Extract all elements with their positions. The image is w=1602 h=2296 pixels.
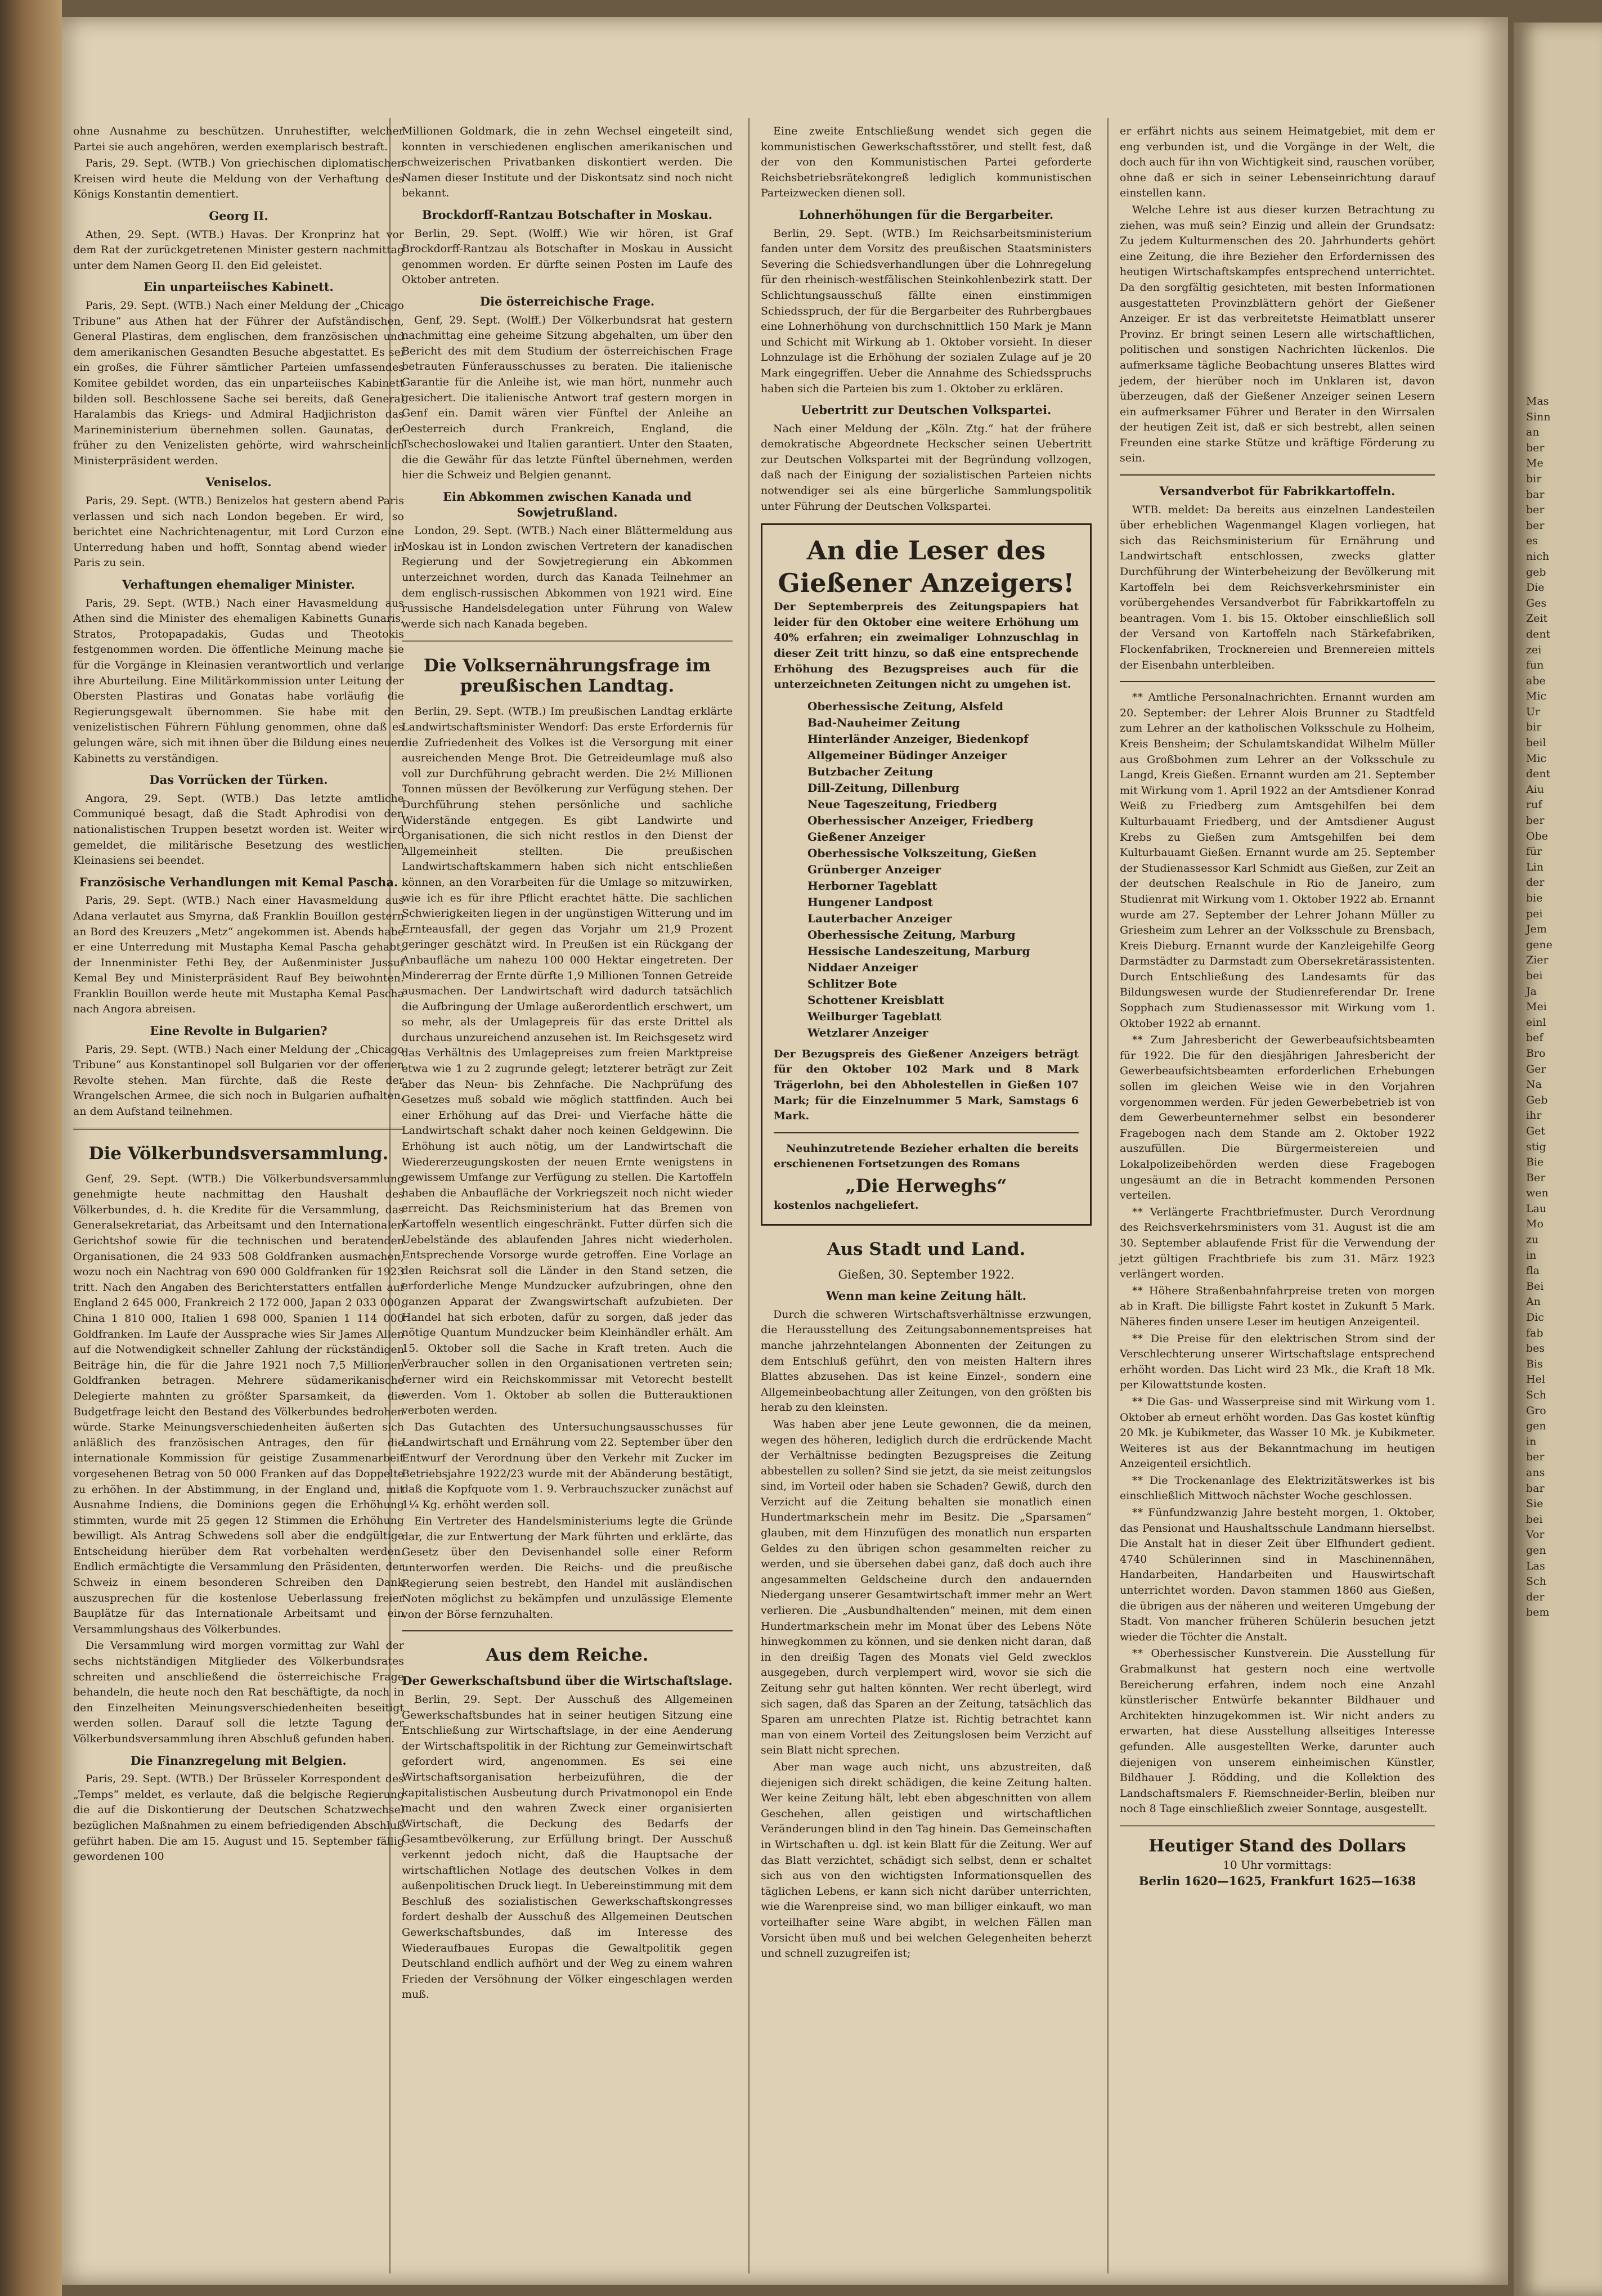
next-page-fragment: fab — [1526, 1326, 1543, 1339]
article-text: Das Gutachten des Untersuchungsausschusses für Landwirtschaft und Ernährung vom 22. September über den Entwurf der Verordnung über den Verkehr mit Zucker im Betriebsjahre 1922/23 wurde mit der Abänderung bestätigt, daß die Kopfquote vom 1. 9. Verbrauchszucker zunächst auf 1¼ Kg. erhöht werden soll. — [402, 1420, 733, 1511]
next-page-fragment: bem — [1526, 1606, 1550, 1619]
headline-veniselos: Veniselos. — [205, 475, 272, 490]
newspaper-list-item: Schlitzer Bote — [807, 976, 898, 990]
article-text: Ein Vertreter des Handelsministeriums legte die Gründe dar, die zur Entwertung der Mark führten und erklärte, das Gesetz über den Devisenhandel solle einer Reform unterworfen werden. Die Reichs- und die preußische Regierung seien bestrebt, den Handel mit ausländischen Noten möglichst zu bekämpfen und unzulässige Elemente von der Börse fernzuhalten. — [402, 1515, 733, 1621]
notice-text: kostenlos nachgeliefert. — [774, 1199, 919, 1212]
article-text: Berlin, 29. Sept. (WTB.) Im preußischen Landtag erklärte Landwirtschaftsminister Wendorf: Das erste Erfordernis für die Zufriedenheit des Volkes ist die Versorgung mit einer ausreichenden Menge Brot. Die Getreideumlage muß also voll zur Durchführung gebracht werden. Die 2½ Millionen Tonnen müssen der Bevölkerung zur Verfügung stehen. Der Durchführung stehen persönliche und sachliche Widerstände entgegen. Es gibt Landwirte und Organisationen, die sich nicht restlos in den Dienst der Allgemeinheit stellten. Die preußischen Landwirtschaftskammern haben sich nicht entschließen können, an den Vorarbeiten für die Umlage so mitzuwirken, wie ich es für ihre Pflicht erachtet hätte. Die sachlichen Schwierigkeiten liegen in der ungünstigen Witterung und im Ernteausfall, der gegen das Vorjahr um 21,9 Prozent geringer geschätzt wird. In Preußen ist ein Rückgang der Anbaufläche um nahezu 100 000 Hektar eingetreten. Der Mindererrag der Ernte dürfte 1,9 Millionen Tonnen Getreide ausmachen. Der Landwirtschaft wird dadurch tatsächlich die Aufbringung der Umlage außerordentlich erschwert, um so mehr, als der Umlagepreis für das erste Drittel als durchaus unzureichend anzusehen ist. Im Reichsgesetz wird das Verhältnis des Umlagepreises zum freien Marktpreise etwa wie 1 zu 2 zugrunde gelegt; letzterer beträgt zur Zeit aber das Neun- bis Zehnfache. Die Nachprüfung des Gesetzes muß sobald wie möglich stattfinden. Auch bei einer Erhöhung auf das Drei- und Vierfache hätte die Landwirtschaft schakt daher noch keinen Geldgewinn. Die Erhöhung ist auch nötig, um der Landwirtschaft die Wiedererzeugungskosten der neuen Ernte wenigstens in gewissem Umfange zur Verfügung zu stellen. Die Kartoffeln haben die Anbaufläche der Vorkriegszeit noch nicht wieder erreicht. Das Reichsministerium hat das Bremen von Kartoffeln wesentlich eingeschränkt. Futter dürfen sich die Uebelstände des ablaufenden Jahres nicht wiederholen. Entsprechende Vorsorge wurde getroffen. Eine Vorlage an den Reichsrat soll die Länder in den Stand setzen, die erforderliche Menge Mundzucker aufzubringen, ohne den ganzen Apparat der Zwangswirtschaft aufzubieten. Der Handel hat sich erboten, dafür zu sorgen, daß jeder das nötige Quantum Mundzucker beim Kleinhändler erhält. Am 15. Oktober soll die Sache in Kraft treten. Auch die Verbraucher sollen in den Organisationen vertreten sein; ferner wird ein Reichskommissar mit Vetorecht bestellt werden. Vom 1. Oktober ab sollen die Butterauktionen verboten werden. — [402, 705, 733, 1417]
next-page-fragment: Ges — [1526, 597, 1547, 609]
column-rule — [748, 118, 750, 2273]
column-4 — [1120, 124, 1435, 1889]
article-text: Berlin, 29. Sept. (WTB.) Im Reichsarbeitsministerium fanden unter dem Vorsitz des preußischen Staatsministers Severing die Schiedsverhandlungen über die Lohnregelung für den rheinisch-westfälischen Steinkohlenbezirk statt. Der Schlichtungsausschuß fällte einen einstimmigen Schiedsspruch, der für die Bergarbeiter des Ruhrbergbaues eine Lohnerhöhung von durchschnittlich 150 Mark je Mann und Schicht mit Wirkung ab 1. Oktober vorsieht. In dieser Lohnzulage ist die Erhöhung der sozialen Zulage auf je 20 Mark eingegriffen. Ueber die Annahme des Schiedsspruchs haben sich die Parteien bis zum 1. Oktober zu erklären. — [761, 227, 1092, 395]
article-text: Aber man wage auch nicht, uns abzustreiten, daß diejenigen sich direkt schädigen, die keine Zeitung halten. Wer keine Zeitung hält, lebt eben abgeschnitten von allem Geschehen, allen geistigen und wirtschaftlichen Veränderungen blind in den Tag hinein. Das Gemeinschaften in Wirtschaften u. dgl. ist kein Blatt für die Zeitung. Wer auf das Blatt verzichtet, schädigt sich selbst, denn er schaltet sich aus von den wichtigsten Informationsquellen des täglichen Lebens, er kann sich nicht darüber unterrichten, wie die Warenpreise sind, wo man billiger einkauft, wo man vorteilhafter seine Ware abgibt, in welchen Fällen man Vorsicht üben muß und bei welchen Gelegenheiten beherzt und schnell zuzugreifen ist; — [761, 1760, 1092, 1960]
column-1 — [73, 124, 404, 1866]
newspaper-list-item: Dill-Zeitung, Dillenburg — [807, 781, 960, 795]
column-rule — [1107, 118, 1109, 2273]
next-page-fragment: Ja — [1526, 985, 1537, 998]
next-page-fragment: Lin — [1526, 860, 1543, 873]
newspaper-list-item: Hessische Landeszeitung, Marburg — [807, 944, 1030, 958]
next-page-fragment: gen — [1526, 1544, 1546, 1557]
next-page-fragment: Sch — [1526, 1575, 1546, 1588]
article-text: Paris, 29. Sept. (WTB.) Nach einer Havasmeldung aus Athen sind die Minister des ehemaligen Kabinetts Gunaris, Stratos, Protopapadakis, Gudas und Theotokis festgenommen worden. Die öffentliche Meinung mache sie für die Vorgänge in Kleinasien verantwortlich und verlange ihre Aburteilung. Eine Militärkommission unter Leitung der Obersten Plastiras und Gonatas habe vorläufig die Regierungsgewalt übernommen. Sie habe mit den venizelistischen Führern Fühlung genommen, ohne daß es gelungen wäre, sich mit ihnen über die Bildung eines neuen Kabinetts zu verständigen. — [73, 597, 404, 765]
next-page-fragment: stig — [1526, 1140, 1546, 1153]
next-page-fragment: Die — [1526, 581, 1545, 594]
column-2 — [402, 124, 733, 2004]
next-page-fragment: abe — [1526, 674, 1546, 687]
next-page-fragment: Get — [1526, 1124, 1546, 1137]
next-page-fragment: ber — [1526, 1451, 1545, 1464]
notice-box — [761, 523, 1092, 1225]
next-page-fragment: ruf — [1526, 799, 1542, 811]
next-page-fragment: Hel — [1526, 1373, 1545, 1386]
headline-kemal: Französische Verhandlungen mit Kemal Pascha. — [79, 875, 398, 889]
next-page-fragment: Ger — [1526, 1062, 1546, 1075]
next-page-fragment: Bro — [1526, 1047, 1546, 1060]
headline-zeitung: Wenn man keine Zeitung hält. — [825, 1289, 1027, 1303]
newspaper-list-item: Niddaer Anzeiger — [807, 960, 918, 974]
article-text: er erfährt nichts aus seinem Heimatgebiet, mit dem er eng verbunden ist, und die Vorgänge in der Welt, die doch auch für ihn von Wichtigkeit sind, rauschen vorüber, ohne daß er sich in seiner Lebenseinrichtung darauf einstellen kann. — [1120, 125, 1435, 200]
newspaper-list-item: Butzbacher Zeitung — [807, 764, 934, 778]
novel-title: „Die Herweghs“ — [845, 1174, 1007, 1196]
next-page-fragment: einl — [1526, 1016, 1546, 1029]
headline-lohn: Lohnerhöhungen für die Bergarbeiter. — [798, 207, 1054, 222]
next-page-fragment: dent — [1526, 768, 1551, 781]
next-page-fragment: Las — [1526, 1559, 1545, 1572]
next-page-fragment: bir — [1526, 721, 1542, 734]
column-3 — [761, 124, 1092, 1963]
next-page-fragment: bar — [1526, 1482, 1545, 1495]
next-page-fragment: wen — [1526, 1187, 1549, 1200]
next-page-fragment: Me — [1526, 457, 1543, 470]
article-text: Paris, 29. Sept. (WTB.) Benizelos hat gestern abend Paris verlassen und sich nach London begeben. Er wird, so berichtet eine Nachrichtenagentur, mit Lord Curzon eine Unterredung haben und hofft, Sonntag abend wieder in Paris zu sein. — [73, 495, 404, 569]
newspaper-list-item: Allgemeiner Büdinger Anzeiger — [807, 748, 1007, 762]
notice-title: An die Leser des Gießener Anzeigers! — [778, 535, 1075, 599]
dollar-values: Berlin 1620—1625, Frankfurt 1625—1638 — [1138, 1873, 1416, 1888]
next-page-fragment: Aiu — [1526, 783, 1545, 796]
notice-price: Der Bezugspreis des Gießener Anzeigers beträgt für den Oktober 102 Mark und 8 Mark Trägerlohn, bei den Abholestellen in Gießen 107 Mark; für die Einzelnummer 5 Mark, Samstags 6 Mark. — [774, 1047, 1079, 1123]
article-text: Paris, 29. Sept. (WTB.) Nach einer Havasmeldung aus Adana verlautet aus Smyrna, daß Franklin Bouillon gestern an Bord des Kreuzers „Metz“ angekommen ist. Abends habe er eine Unterredung mit Mustapha Kemal Pascha gehabt, der Innenminister Fethi Bey, der Außenminister Jussuf Kemal Bey und Ministerpräsident Rauf Bey beiwohnten. Franklin Bouillon werde heute mit Mustapha Kemal Pascha nach Angora abreisen. — [73, 894, 404, 1016]
headline-kabinett: Ein unparteiisches Kabinett. — [143, 280, 334, 294]
divider — [1120, 681, 1435, 682]
article-text: WTB. meldet: Da bereits aus einzelnen Landesteilen über erheblichen Wagenmangel Klagen vorliegen, hat sich das Reichsministerium für Ernährung und Landwirtschaft entschlossen, zwecks glatter Durchführung der Winterbeheizung der Bevölkerung mit Kartoffeln bei dem Reichsverkehrsminister ein vorübergehendes Versandverbot für Fabrikkartoffeln zu beantragen. Vom 1. bis 15. Oktober einschließlich soll der Versand von Kartoffeln nach Stärkefabriken, Flockenfabriken, Trocknereien und Brennereien mittels der Eisenbahn unterbleiben. — [1120, 503, 1435, 671]
newspaper-list — [807, 698, 1079, 1041]
article-text: Berlin, 29. Sept. Der Ausschuß des Allgemeinen Gewerkschaftsbundes hat in seiner heutigen Sitzung eine Entschließung zur Wirtschaftslage, in der eine Aenderung der Wirtschaftspolitik in der Richtung zur Gemeinwirtschaft gefordert wird, angenommen. Es sei eine Wirtschaftsorganisation herbeizuführen, die der kapitalistischen Ausbeutung durch Privatmonopol ein Ende macht und den wahren Zweck einer organisierten Wirtschaft, die Deckung des Bedarfs der Gesamtbevölkerung, zur Erfüllung bringt. Der Ausschuß verkennt jedoch nicht, daß die Hauptsache der wirtschaftlichen Notlage des deutschen Volkes in dem außenpolitischen Druck liegt. In Uebereinstimmung mit dem Beschluß des sozialistischen Gewerkschaftskongresses fordert deshalb der Ausschuß des Allgemeinen Deutschen Gewerkschaftsbundes, daß im Interesse des Wiederaufbaues Europas die Gewaltpolitik gegen Deutschland endlich aufhört und der Weg zu einem wahren Frieden der Versöhnung der Völker eingeschlagen werden muß. — [402, 1693, 733, 2001]
newspaper-list-item: Hungener Landpost — [807, 895, 933, 909]
article-text: ** Zum Jahresbericht der Gewerbeaufsichtsbeamten für 1922. Die für den diesjährigen Jahresbericht der Gewerbeaufsichtsbeamten erforderlichen Erhebungen sollen im gleichen Weise wie in den Vorjahren vorgenommen werden. Für jeden Gewerbebetrieb ist von dem Gewerbeunternehmer selbst ein besonderer Fragebogen nach dem Stande am 2. Oktober 1922 auszufüllen. Die Bürgermeistereien und Lokalpolizeibehörden werden diese Fragebogen ungesäumt an die in Betracht kommenden Personen verteilen. — [1120, 1034, 1435, 1202]
article-text: Durch die schweren Wirtschaftsverhältnisse erzwungen, die Herausstellung des Zeitungsabonnementspreises hat manche jahrzehntelangen Abonnenten der Zeitungen zu dem Entschluß geführt, den von meisten Haltern ihres Blattes abzusehen. Das ist keine Einzel-, sondern eine Allgemeinbeobachtung aller Zeitungen, von den größten bis herab zu den kleinsten. — [761, 1308, 1092, 1414]
next-page-fragment: Sinn — [1526, 410, 1551, 423]
next-page-fragment: Mic — [1526, 752, 1547, 765]
newspaper-list-item: Gießener Anzeiger — [807, 829, 926, 844]
article-text: ** Die Gas- und Wasserpreise sind mit Wirkung vom 1. Oktober ab erneut erhöht worden. Das Gas kostet künftig 20 Mk. je Kubikmeter, das Wasser 10 Mk. je Kubikmeter. Weiteres ist aus der Bekanntmachung im heutigen Anzeigenteil ersichtlich. — [1120, 1395, 1435, 1470]
newspaper-list-item: Bad-Nauheimer Zeitung — [807, 715, 961, 729]
newspaper-list-item: Wetzlarer Anzeiger — [807, 1025, 928, 1039]
dateline: Gießen, 30. September 1922. — [838, 1267, 1015, 1281]
dollar-title: Heutiger Stand des Dollars — [1148, 1836, 1406, 1856]
divider — [1120, 474, 1435, 476]
divider — [402, 640, 733, 642]
dollar-box — [1120, 1835, 1435, 1889]
article-text: ** Die Trockenanlage des Elektrizitätswerkes ist bis einschließlich Mittwoch nächster Woche geschlossen. — [1120, 1474, 1435, 1503]
next-page-fragment: zei — [1526, 643, 1542, 656]
next-page-fragment: gene — [1526, 938, 1552, 951]
next-page-fragment: in — [1526, 1249, 1537, 1262]
next-page-fragment: zu — [1526, 1234, 1539, 1246]
headline-brockdorff: Brockdorff-Rantzau Botschafter in Moskau. — [421, 207, 713, 222]
next-page-fragment: an — [1526, 426, 1540, 439]
next-page-fragment: Geb — [1526, 1093, 1548, 1106]
headline-bulgarien: Eine Revolte in Bulgarien? — [150, 1024, 327, 1038]
article-text: Angora, 29. Sept. (WTB.) Das letzte amtliche Communiqué besagt, daß die Stadt Aphrodisi von den nationalistischen Truppen besetzt worden ist. Weiter wird gemeldet, die militärische Besetzung des westlichen Kleinasiens sei beendet. — [73, 792, 404, 867]
article-text: Berlin, 29. Sept. (Wolff.) Wie wir hören, ist Graf Brockdorff-Rantzau als Botschafter in Moskau in Aussicht genommen worden. Er dürfte seinen Posten im Laufe des Oktober antreten. — [402, 227, 733, 286]
next-page-fragment: Ur — [1526, 705, 1541, 718]
newspaper-list-item: Oberhessische Zeitung, Marburg — [807, 927, 1016, 941]
next-page-fragment: der — [1526, 876, 1545, 889]
headline-reiche: Aus dem Reiche. — [486, 1645, 649, 1666]
next-page-fragment: für — [1526, 845, 1542, 858]
notice-text: Der Septemberpreis des Zeitungspapiers hat leider für den Oktober eine weitere Erhöhung um 40% erfahren; ein zweimaliger Lohnzuschlag in dieser Zeit tritt hinzu, so daß eine entsprechende Erhöhung des Bezugspreises auch für die unterzeichneten Zeitungen nicht zu umgehen ist. — [774, 600, 1079, 691]
next-page-fragment: Dic — [1526, 1311, 1544, 1324]
article-text: London, 29. Sept. (WTB.) Nach einer Blättermeldung aus Moskau ist in London zwischen Vertretern der kanadischen Regierung und der Sowjetregierung ein Abkommen unterzeichnet worden, durch das Kanada Teilnehmer an dem englisch-russischen Abkommen von 1921 wird. Eine russische Handelsdelegation unter Führung von Walew werde sich nach Kanada begeben. — [402, 524, 733, 630]
newspaper-list-item: Grünberger Anzeiger — [807, 862, 941, 876]
headline-uebertritt: Uebertritt zur Deutschen Volkspartei. — [801, 403, 1052, 418]
next-page-fragment: bie — [1526, 892, 1543, 904]
newspaper-page — [62, 17, 1508, 2285]
next-page-fragment: fun — [1526, 659, 1544, 672]
article-text: ** Amtliche Personalnachrichten. Ernannt wurden am 20. September: der Lehrer Alois Brunner zu Stadtfeld zum Lehrer an der katholischen Volksschule zu Holheim, Kreis Bensheim; der Schulamtskandidat Wilhelm Müller aus Großbohmen zum Lehrer an der Volksschule zu Langd, Kreis Gießen. Ernannt wurden am 21. September mit Wirkung vom 1. April 1922 an der Amtsdiener Konrad Weiß zu Friedberg zum Amtsgehilfen bei dem Kulturbauamt Friedberg, und der Amtsdiener August Krebs zu Gießen zum Amtsgehilfen bei dem Kulturbauamt Gießen. Ernannt wurde am 25. September der Studienassessor Karl Schmidt aus Gießen, zur Zeit an der deutschen Realschule in Rio de Janeiro, zum Studienrat mit Wirkung vom 1. Oktober 1922 ab. Ernannt wurde am 27. September der Lehrer Johann Müller zu Griesheim zum Lehrer an der Volksschule zu Brensbach, Kreis Dieburg. Ernannt wurde der Kanzleigehilfe Georg Darmstädter zu Darmstadt zum Obersekretärassistenten. Durch Entschließung des Landesamts für das Bildungswesen wurde der Studienreferendar Dr. Irene Sopphach zum Studienassessor mit Wirkung vom 1. Oktober 1922 ab ernannt. — [1120, 691, 1435, 1030]
next-page-fragment: der — [1526, 1590, 1545, 1603]
next-page-fragment: Na — [1526, 1078, 1542, 1091]
headline-stadt-land: Aus Stadt und Land. — [827, 1239, 1026, 1259]
dollar-time: 10 Uhr vormittags: — [1223, 1858, 1332, 1872]
next-page-fragment: Mei — [1526, 1001, 1547, 1014]
next-page-fragment: fla — [1526, 1264, 1540, 1277]
next-page-fragment: Vor — [1526, 1528, 1545, 1541]
article-text: Genf, 29. Sept. (Wolff.) Der Völkerbundsrat hat gestern nachmittag eine geheime Sitzung abgehalten, um über den Bericht des mit dem Studium der österreichischen Frage betrauten Fünferausschusses zu beraten. Die italienische Garantie für die Anleihe ist, wie man hört, nunmehr auch gesichert. Die italienische Antwort traf gestern morgen in Genf ein. Damit wären vier Fünftel der Anleihe an Oesterreich durch Frankreich, England, die Tschechoslowakei und Italien garantiert. Unter den Staaten, die die Gewähr für das letzte Fünftel übernehmen, werden hier die Schweiz und Belgien genannt. — [402, 313, 733, 482]
next-page-fragment: dent — [1526, 627, 1551, 640]
newspaper-list-item: Oberhessische Volkszeitung, Gießen — [807, 846, 1037, 860]
article-text: Welche Lehre ist aus dieser kurzen Betrachtung zu ziehen, was muß sein? Einzig und allein der Grundsatz: Zu jedem Kulturmenschen des 20. Jahrhunderts gehört eine Zeitung, die ihre Bezieher den Erfordernissen des heutigen Wirtschaftskampfes entsprechend unterrichtet. Da den sorgfältig gesichteten, mit besten Informationen ausgestatteten Provinzblättern gehört der Gießener Anzeiger. Er ist das verbreitetste Heimatblatt unserer Provinz. Er bringt seinen Lesern alle wirtschaftlichen, politischen und sonstigen Nachrichten lückenlos. Die aufmerksame tägliche Beobachtung unseres Blattes wird jedem, der hierüber noch im Unklaren ist, davon überzeugen, daß der Gießener Anzeiger seinen Lesern ein aufmerksamer Führer und Berater in den Wirrsalen der heutigen Zeit ist, daß er sich bestrebt, allen seinen Freunden eine starke Stütze und kräftige Förderung zu sein. — [1120, 203, 1435, 465]
newspaper-list-item: Herborner Tageblatt — [807, 878, 937, 893]
next-page-fragment: Sch — [1526, 1389, 1546, 1401]
divider — [774, 1132, 1079, 1133]
next-page-fragment: ans — [1526, 1466, 1545, 1479]
article-text: Die Versammlung wird morgen vormittag zur Wahl der sechs nichtständigen Mitglieder des Völkerbundsrates schreiten und anschließend die österreichische Frage behandeln, die heute noch den Rat beschäftigte, da noch in den Einzelheiten Meinungsverschiedenheiten beseitigt werden sollen. Darauf soll die letzte Tagung der Völkerbundsversammlung ihren Abschluß gefunden haben. — [73, 1639, 404, 1745]
notice-text: Neuhinzutretende Bezieher erhalten die bereits erschienenen Fortsetzungen des Romans — [774, 1142, 1079, 1171]
book-binding-left — [0, 0, 62, 2296]
divider — [73, 1128, 404, 1130]
article-text: Athen, 29. Sept. (WTB.) Havas. Der Kronprinz hat vor dem Rat der zurückgetretenen Minister gestern nachmittag unter dem Namen Georg II. den Eid geleistet. — [73, 228, 404, 272]
article-text: Was haben aber jene Leute gewonnen, die da meinen, wegen des höheren, lediglich durch die erdrückende Macht der Verhältnisse bedingten Bezugspreises die Zeitung abbestellen zu sollen? Sind sie jetzt, da sie meist zeitungslos sind, im Vorteil oder haben sie Schaden? Gewiß, durch den Verzicht auf die Zeitung behalten sie monatlich einen Hundertmarkschein mehr im Besitz. Die „Sparsamen“ glauben, mit dem Hinzufügen des monatlich nun ersparten Geldes zu den übrigen schon gesammelten reicher zu werden, und sie übersehen dabei ganz, daß doch auch ihre angesammelten Geldscheine durch den andauernden Niedergang unserer Gesamtwirtschaft immer mehr an Wert verlieren. Die „Ausbundhaltenden“ meinen, mit dem einen Hundertmarkschein mehr im Monat über des Lebens Nöte hinwegkommen zu können, und sie denken nicht daran, daß in den dreißig Tagen des Monats viel Geld zwecklos ausgegeben, durch verplempert wird, wovor sie sich die Zeitung sehr gut halten könnten. Wer recht überlegt, wird sich sagen, daß das Sparen an der Zeitung, tatsächlich das Sparen am unrechten Platze ist. Richtig betrachtet kann man von einem Vorteil des Zeitungslosen beim Verzicht auf sein Blatt nicht sprechen. — [761, 1418, 1092, 1757]
newspaper-list-item: Neue Tageszeitung, Friedberg — [807, 797, 997, 811]
next-page-fragment: bef — [1526, 1032, 1543, 1044]
article-text: ** Die Preise für den elektrischen Strom sind der Verschlechterung unserer Wirtschaftslage entsprechend erhöht worden. Das Licht wird 23 Mk., die Kraft 18 Mk. per Kilowattstunde kosten. — [1120, 1332, 1435, 1392]
headline-tuerken: Das Vorrücken der Türken. — [149, 773, 328, 787]
next-page-fragment: bar — [1526, 488, 1545, 501]
next-page-fragment: ber — [1526, 504, 1545, 517]
newspaper-list-item: Schottener Kreisblatt — [807, 993, 944, 1007]
next-page-fragment: es — [1526, 535, 1538, 548]
divider — [402, 1630, 733, 1631]
next-page-fragment: ber — [1526, 519, 1545, 532]
next-page-fragment: Sie — [1526, 1497, 1543, 1510]
headline-versandverbot: Versandverbot für Fabrikkartoffeln. — [1159, 484, 1395, 499]
article-text: ** Höhere Straßenbahnfahrpreise treten von morgen ab in Kraft. Die billigste Fahrt kostet in Zukunft 5 Mark. Näheres finden unsere Leser im heutigen Anzeigenteil. — [1120, 1284, 1435, 1328]
newspaper-list-item: Lauterbacher Anzeiger — [807, 911, 952, 925]
headline-voelkerbund: Die Völkerbundsversammlung. — [88, 1143, 389, 1164]
article-text: ** Fünfundzwanzig Jahre besteht morgen, 1. Oktober, das Pensionat und Haushaltsschule Landmann hierselbst. Die Anstalt hat in dieser Zeit über Elfhundert gedient. 4740 Schülerinnen sind in Maschinennähen, Handarbeiten, Handarbeiten und Hauswirtschaft unterrichtet worden. Davon stammen 1860 aus Gießen, die übrigen aus der näheren und weiteren Umgebung der Stadt. Von mancher früheren Schülerin besuchen jetzt wieder die Töchter die Anstalt. — [1120, 1506, 1435, 1643]
next-page-fragment: gen — [1526, 1420, 1546, 1433]
article-text: Paris, 29. Sept. (WTB.) Der Brüsseler Korrespondent des „Temps“ meldet, es verlaute, daß die belgische Regierung die auf die Diskontierung der Deutschen Schatzwechsel bezüglichen Maßnahmen zu einem befriedigenden Abschluß geführt haben. Die am 15. August und 15. September fällig gewordenen 100 — [73, 1773, 404, 1863]
headline-verhaftungen: Verhaftungen ehemaliger Minister. — [122, 577, 355, 592]
next-page-fragment: ihr — [1526, 1109, 1542, 1122]
next-page-fragment: Zier — [1526, 954, 1549, 967]
article-text: Paris, 29. Sept. (WTB.) Nach einer Meldung der „Chicago Tribune“ aus Konstantinopel soll Bulgarien vor der offenen Revolte stehen. Man fürchte, daß die Reste der Wrangelschen Armee, die sich noch in Bulgarien aufhalten, an dem Aufstand teilnehmen. — [73, 1043, 404, 1118]
newspaper-list-item: Oberhessischer Anzeiger, Friedberg — [807, 813, 1034, 827]
next-page-fragment: Ber — [1526, 1171, 1546, 1184]
article-text: Millionen Goldmark, die in zehn Wechsel eingeteilt sind, konnten in verschiedenen englischen amerikanischen und schweizerischen Privatbanken diskontiert werden. Die Namen dieser Institute und der Diskontsatz sind noch nicht bekannt. — [402, 125, 733, 200]
next-page-fragment: bei — [1526, 969, 1543, 982]
article-text: Eine zweite Entschließung wendet sich gegen die kommunistischen Gewerkschaftsstörer, und stellt fest, daß der von den Kommunistischen Partei geforderte Reichsbetriebsrätekongreß lediglich kommunistischen Parteizwecken dienen soll. — [761, 125, 1092, 200]
newspaper-list-item: Oberhessische Zeitung, Alsfeld — [807, 699, 1004, 713]
next-page-fragment: An — [1526, 1295, 1541, 1308]
next-page-fragment: Jem — [1526, 923, 1547, 936]
next-page-fragment: Obe — [1526, 829, 1548, 842]
headline-finanz: Die Finanzregelung mit Belgien. — [131, 1753, 347, 1768]
next-page-fragment: in — [1526, 1435, 1537, 1448]
article-text: Paris, 29. Sept. (WTB.) Nach einer Meldung der „Chicago Tribune“ aus Athen hat der Führer der Aufständischen, General Plastiras, dem englischen, dem französischen und dem amerikanischen Gesandten Besuche abgestattet. Es sei ein großes, die Führer sämtlicher Parteien umfassendes Komitee gebildet worden, das ein unparteiisches Kabinett bilden soll. Beschlossene Sache sei bereits, daß General Haralambis das Kriegs- und Admiral Hadjichriston das Marineministerium übernehmen sollen. Gaunatas, der früher zu den Venizelisten gehörte, wird wahrscheinlich Ministerpräsident werden. — [73, 299, 404, 467]
next-page-fragments — [1514, 394, 1602, 1621]
next-page-fragment: bir — [1526, 472, 1542, 485]
next-page-fragment: beil — [1526, 737, 1546, 750]
next-page-fragment: geb — [1526, 566, 1546, 579]
next-page-fragment: Bie — [1526, 1156, 1544, 1169]
next-page-fragment: Bei — [1526, 1280, 1544, 1293]
next-page-fragment: bei — [1526, 1513, 1543, 1526]
next-page-fragment: Mic — [1526, 690, 1547, 703]
headline-oesterreich: Die österreichische Frage. — [479, 294, 655, 308]
article-text: ** Verlängerte Frachtbriefmuster. Durch Verordnung des Reichsverkehrsministers vom 31. August ist die am 30. September ablaufende Frist für die Verwendung der jetzt gültigen Frachtbriefe bis zum 31. März 1923 verlängert worden. — [1120, 1205, 1435, 1281]
next-page-fragment: nich — [1526, 550, 1550, 563]
article-text: ** Oberhessischer Kunstverein. Die Ausstellung für Grabmalkunst hat gestern noch eine wertvolle Bereicherung erfahren, indem noch eine Anzahl künstlerischer Entwürfe bekannter Bildhauer und Architekten hinzugekommen ist. Wir nicht anders zu erwarten, hat diese Ausstellung allseitiges Interesse gefunden. Alle ausgestellten Werke, darunter auch diejenigen von unserem einheimischen Künstler, Bildhauer J. Rödding, und die Kollektion des Landschaftsmalers F. Riemschneider-Berlin, bleiben nur noch 8 Tage einschließlich zweier Sonntage, ausgestellt. — [1120, 1647, 1435, 1815]
next-page-fragment: Lau — [1526, 1202, 1547, 1215]
headline-gewerkschaft: Der Gewerkschaftsbund über die Wirtschaftslage. — [402, 1674, 733, 1688]
newspaper-list-item: Weilburger Tageblatt — [807, 1009, 941, 1023]
divider — [1120, 1825, 1435, 1827]
article-text: Paris, 29. Sept. (WTB.) Von griechischen diplomatischen Kreisen wird heute die Meldung von der Verhaftung des Königs Konstantin dementiert. — [73, 157, 404, 201]
next-page-fragment: Gro — [1526, 1404, 1546, 1417]
article-text: Nach einer Meldung der „Köln. Ztg.“ hat der frühere demokratische Abgeordnete Heckscher seinen Uebertritt zur Deutschen Volkspartei mit der Begründung vollzogen, daß nach der Einigung der sozialistischen Parteien nichts notwendiger sei als eine bürgerliche Sammlungspolitik unter Führung der Deutschen Volkspartei. — [761, 422, 1092, 513]
next-page-fragment: Mas — [1526, 395, 1549, 407]
next-page-fragment: bes — [1526, 1342, 1545, 1355]
headline-georg: Georg II. — [209, 208, 268, 223]
article-text: Genf, 29. Sept. (WTB.) Die Völkerbundsversammlung genehmigte heute nachmittag den Haushalt des Völkerbundes, d. h. die Kredite für die Versammlung, das Generalsekretariat, das Arbeitsamt und den Internationalen Gerichtshof sowie für die technischen und beratenden Organisationen, die 24 933 508 Goldfranken ausmachen, wozu noch ein Nachtrag von 690 000 Goldfranken für 1923 tritt. Nach den Angaben des Berichterstatters entfallen auf England 2 645 000, Frankreich 2 172 000, Japan 2 033 000, China 1 810 000, Italien 1 698 000, Spanien 1 114 000 Goldfranken. Im Laufe der Aussprache wies Sir James Allen auf die Notwendigkeit schneller Zahlung der rückständigen Beiträge hin, die für die Jahre 1921 noch 7,5 Millionen Goldfranken betragen. Mehrere südamerikanische Delegierte mahnten zu größter Sparsamkeit, da die Budgetfrage leicht den Bestand des Völkerbundes bedrohen würde. Starke Meinungsverschiedenheiten äußerten sich anläßlich des französischen Antrages, den für die internationale Kommission für geistige Zusammenarbeit vorgesehenen Betrag von 50 000 Franken auf das Doppelte zu erhöhen. In der Abstimmung, in der England und, mit Ausnahme Indiens, die Dominions gegen die Erhöhung stimmten, wurde mit 25 gegen 12 Stimmen die Erhöhung bewilligt. Als Antrag Schwedens soll aber die endgültige Entscheidung hierüber dem Rat vorbehalten werden. Endlich ermächtigte die Versammlung den Präsidenten, der Schweiz in einem besonderen Schreiben den Dank auszusprechen für die kostenlose Ueberlassung freier Bauplätze für das Internationale Arbeitsamt und ein Versammlungshaus des Völkerbundes. — [73, 1172, 404, 1635]
next-page-fragment: Zeit — [1526, 612, 1548, 625]
article-text: ohne Ausnahme zu beschützen. Unruhestifter, welcher Partei sie auch angehören, werden exemplarisch bestraft. — [73, 125, 404, 153]
next-page-edge — [1514, 23, 1602, 2296]
next-page-fragment: ber — [1526, 814, 1545, 827]
next-page-fragment: Mo — [1526, 1218, 1543, 1231]
next-page-fragment: ber — [1526, 441, 1545, 454]
headline-kanada: Ein Abkommen zwischen Kanada und Sowjetrußland. — [443, 490, 692, 519]
newspaper-list-item: Hinterländer Anzeiger, Biedenkopf — [807, 732, 1029, 746]
next-page-fragment: pei — [1526, 907, 1543, 920]
next-page-fragment: Bis — [1526, 1357, 1543, 1370]
headline-volksernaehrung: Die Volksernährungsfrage im preußischen Landtag. — [423, 656, 711, 697]
